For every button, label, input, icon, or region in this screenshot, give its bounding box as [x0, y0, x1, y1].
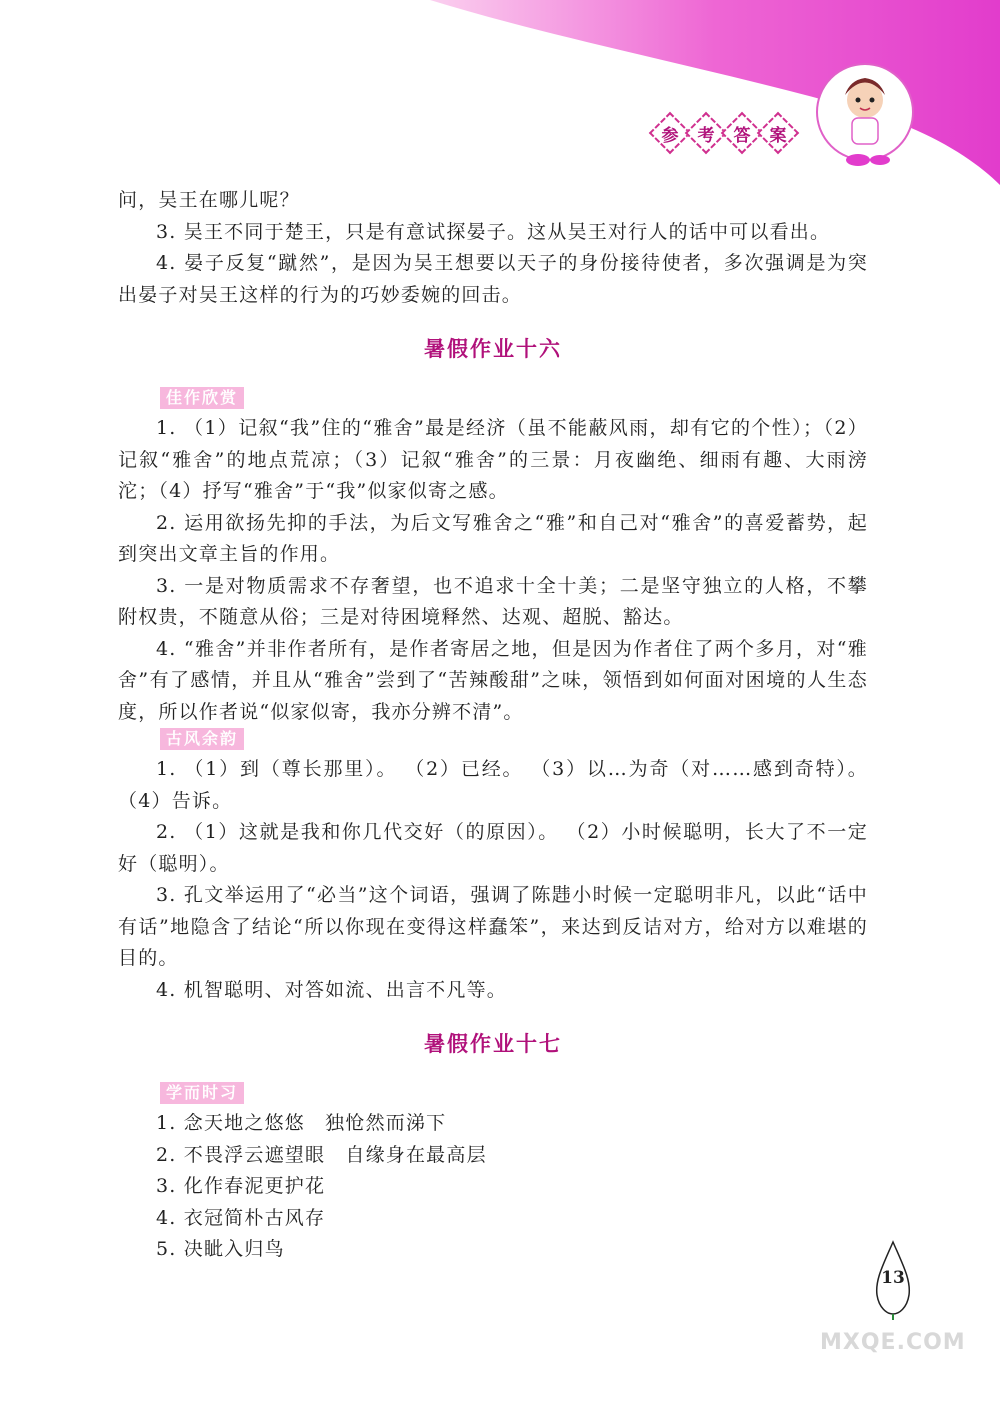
page-number: 13 [881, 1268, 905, 1288]
section-title: 暑假作业十七 [424, 1031, 562, 1056]
paragraph: 4. 机智聪明、对答如流、出言不凡等。 [156, 978, 507, 1001]
tag-char: 答 [721, 112, 763, 154]
list-item: 5. 决眦入归鸟 [156, 1238, 285, 1260]
paragraph: 3. 一是对物质需求不存奢望，也不追求十全十美；二是坚守独立的人格，不攀附权贵，不随意从俗；三是对待困境释然、达观、超脱、豁达。 [118, 574, 868, 628]
paragraph: 3. 孔文举运用了“必当”这个词语，强调了陈韪小时候一定聪明非凡，以此“话中有话”地隐含了结论“所以你现在变得这样蠢笨”，来达到反诘对方，给对方以难堪的目的。 [118, 884, 868, 969]
tag-char: 考 [685, 112, 727, 154]
paragraph: 4. “雅舍”并非作者所有，是作者寄居之地，但是因为作者住了两个多月，对“雅舍”有了感情，并且从“雅舍”尝到了“苦辣酸甜”之味，领悟到如何面对困境的人生态度，所以作者说“似家似寄，我亦分辨不清”。 [118, 637, 868, 723]
paragraph: 1. （1）到（尊长那里）。 （2）已经。 （3）以…为奇（对……感到奇特）。 （4）告诉。 [118, 758, 868, 812]
list-item: 4. 衣冠简朴古风存 [156, 1206, 326, 1229]
paragraph: 1. （1）记叙“我”住的“雅舍”最是经济（虽不能蔽风雨，却有它的个性）；（2）记叙“雅舍”的地点荒凉；（3）记叙“雅舍”的三景：月夜幽绝、细雨有趣、大雨滂沱；（4）抒写“雅舍”于“我”似家似寄之感。 [118, 417, 868, 502]
paragraph: 3. 吴王不同于楚王，只是有意试探晏子。这从吴王对行人的话中可以看出。 [156, 220, 831, 243]
watermark: MXQE.COM [820, 1330, 966, 1355]
paragraph: 2. （1）这就是我和你几代交好（的原因）。 （2）小时候聪明，长大了不一定好（聪明）。 [118, 821, 868, 875]
paragraph: 2. 运用欲扬先抑的手法，为后文写雅舍之“雅”和自己对“雅舍”的喜爱蓄势，起到突出文章主旨的作用。 [118, 511, 868, 565]
section-label: 佳作欣赏 [160, 387, 244, 409]
section-title: 暑假作业十六 [424, 336, 562, 361]
list-item: 2. 不畏浮云遮望眼 自缘身在最高层 [156, 1143, 487, 1166]
paragraph: 问，吴王在哪儿呢？ [118, 189, 300, 211]
page-content [118, 185, 868, 1266]
section-label: 学而时习 [160, 1082, 244, 1104]
section-label: 古风余韵 [160, 728, 244, 750]
list-item: 1. 念天地之悠悠 独怆然而涕下 [156, 1112, 447, 1134]
list-item: 3. 化作春泥更护花 [156, 1175, 326, 1197]
tag-char: 案 [757, 112, 799, 154]
paragraph: 4. 晏子反复“蹴然”，是因为吴王想要以天子的身份接待使者，多次强调是为突出晏子对吴王这样的行为的巧妙委婉的回击。 [118, 252, 868, 306]
tag-char: 参 [649, 112, 691, 154]
header-decoration [0, 0, 1000, 200]
answer-key-tag [655, 118, 793, 148]
